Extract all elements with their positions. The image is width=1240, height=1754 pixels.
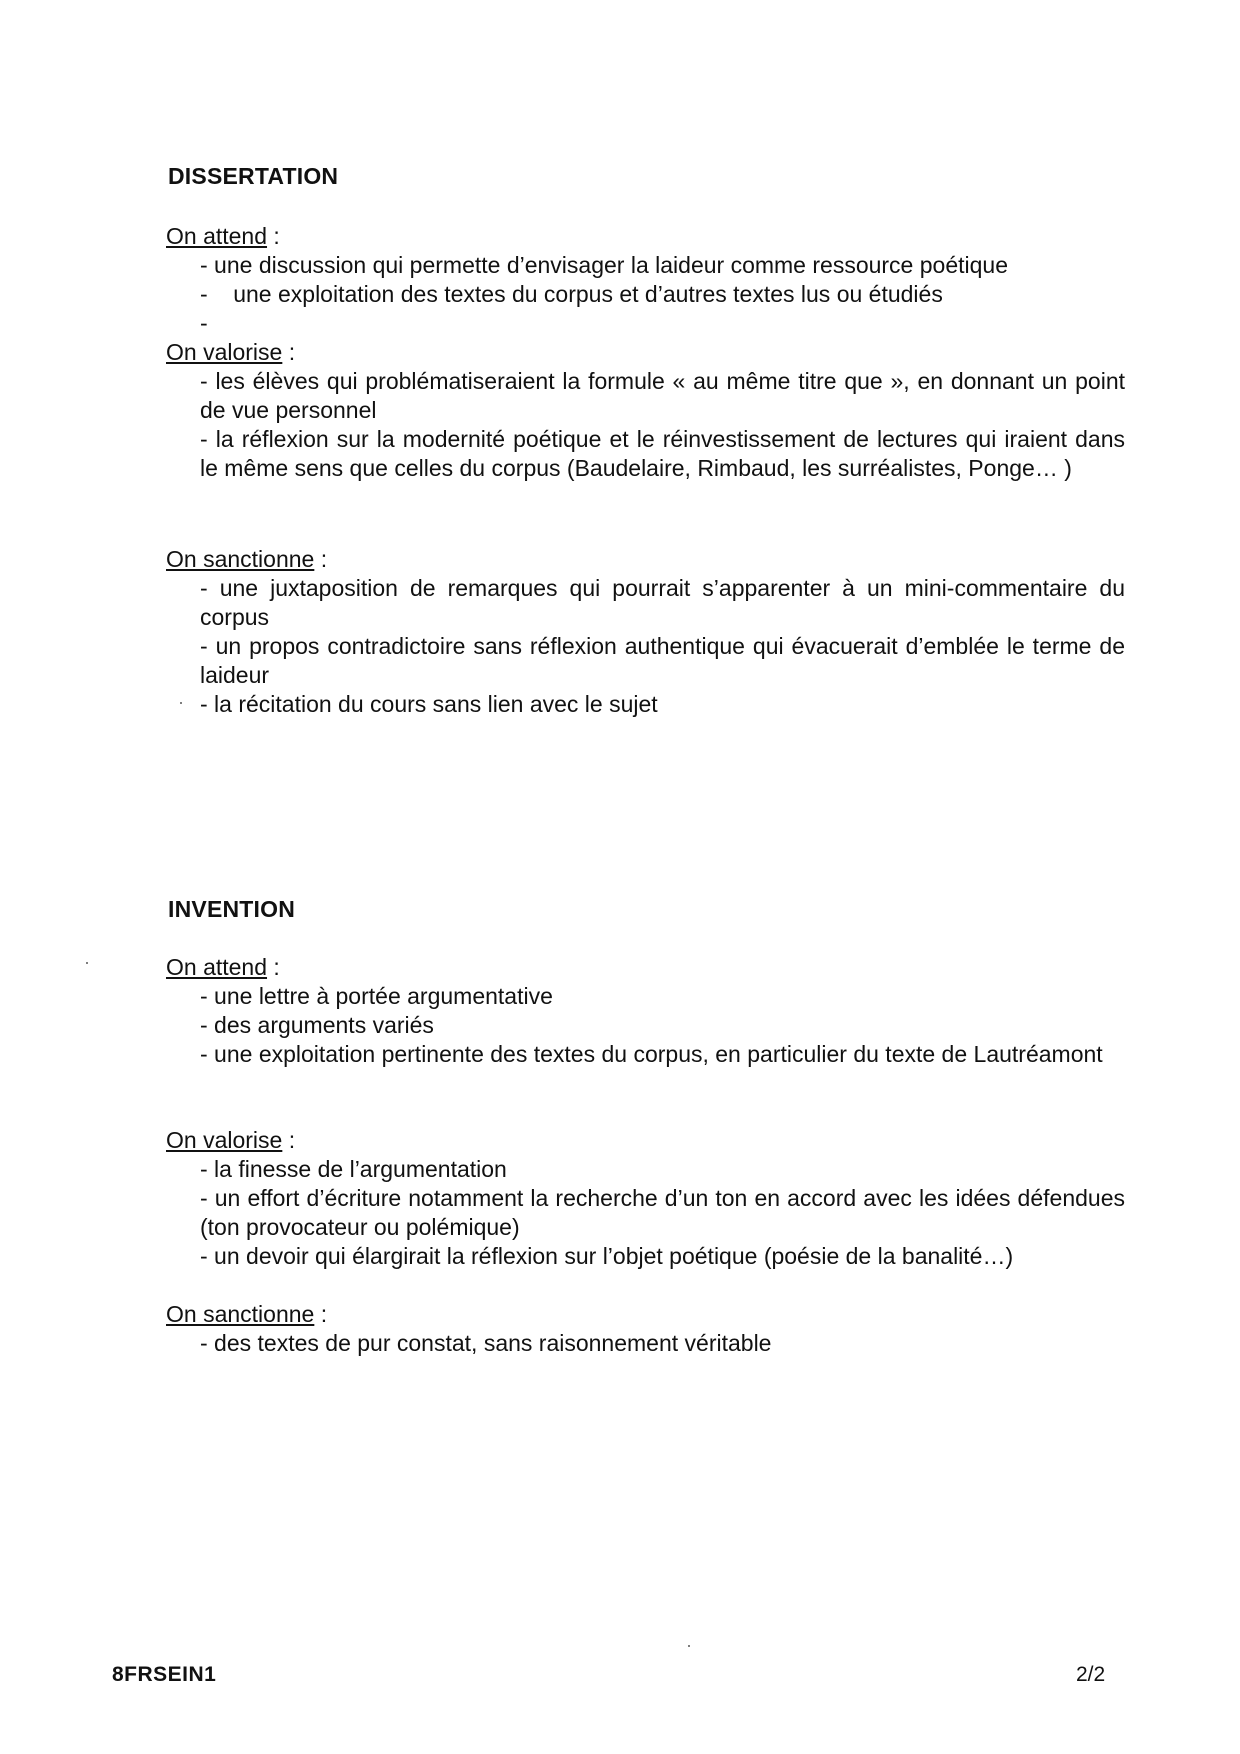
dissertation-attend-heading	[166, 222, 1126, 251]
dissertation-sanctionne-heading	[166, 545, 1126, 574]
invention-title: INVENTION	[168, 896, 296, 922]
dissertation-valorise-colon: :	[282, 339, 296, 365]
invention-valorise-list	[200, 1155, 1125, 1271]
list-item: - la réflexion sur la modernité poétique et le réinvestissement de lectures qui iraient dans le même sens que celles du corpus (Baudelaire, Rimbaud, les surréalistes, Ponge… )	[200, 426, 1125, 481]
list-item: -	[200, 310, 208, 336]
invention-sanctionne-colon: :	[314, 1301, 328, 1327]
dissertation-title: DISSERTATION	[168, 163, 339, 189]
list-item: - une exploitation pertinente des textes du corpus, en particulier du texte de Lautréamont	[200, 1041, 1103, 1067]
list-item: - les élèves qui problématiseraient la formule « au même titre que », en donnant un point de vue personnel	[200, 368, 1125, 423]
dissertation-attend-label: On attend	[166, 223, 268, 249]
list-item: - un devoir qui élargirait la réflexion sur l’objet poétique (poésie de la banalité…)	[200, 1243, 1014, 1269]
list-item: - une exploitation des textes du corpus et d’autres textes lus ou étudiés	[200, 281, 943, 307]
invention-sanctionne-heading	[166, 1300, 1126, 1329]
list-item: - la récitation du cours sans lien avec le sujet	[200, 691, 658, 717]
page-number: 2/2	[1076, 1663, 1106, 1686]
dissertation-attend-block	[166, 222, 1126, 338]
list-item: - une discussion qui permette d’envisager la laideur comme ressource poétique	[200, 252, 1008, 278]
dissertation-attend-colon: :	[267, 223, 280, 249]
invention-sanctionne-block	[166, 1300, 1126, 1358]
scan-speck	[688, 1645, 690, 1647]
dissertation-attend-list	[200, 251, 1125, 338]
dissertation-sanctionne-list	[200, 574, 1125, 719]
scan-speck	[180, 702, 182, 704]
list-item: - une juxtaposition de remarques qui pourrait s’apparenter à un mini-commentaire du corpus	[200, 575, 1125, 630]
list-item: - un propos contradictoire sans réflexion authentique qui évacuerait d’emblée le terme de laideur	[200, 633, 1125, 688]
invention-attend-heading	[166, 953, 1126, 982]
scan-speck	[86, 962, 88, 964]
list-item: - la finesse de l’argumentation	[200, 1156, 507, 1182]
dissertation-valorise-heading	[166, 338, 1126, 367]
invention-valorise-heading	[166, 1126, 1126, 1155]
invention-valorise-colon: :	[282, 1127, 296, 1153]
invention-valorise-block	[166, 1126, 1126, 1271]
dissertation-sanctionne-label: On sanctionne	[166, 546, 315, 572]
dissertation-valorise-label: On valorise	[166, 339, 283, 365]
invention-valorise-label: On valorise	[166, 1127, 283, 1153]
list-item: - une lettre à portée argumentative	[200, 983, 553, 1009]
invention-sanctionne-label: On sanctionne	[166, 1301, 315, 1327]
invention-attend-label: On attend	[166, 954, 268, 980]
list-item: - un effort d’écriture notamment la recherche d’un ton en accord avec les idées défendues (ton provocateur ou polémique)	[200, 1185, 1125, 1240]
dissertation-sanctionne-block	[166, 545, 1126, 719]
dissertation-valorise-block	[166, 338, 1126, 483]
dissertation-sanctionne-colon: :	[314, 546, 328, 572]
invention-sanctionne-list	[200, 1329, 1125, 1358]
list-item: - des textes de pur constat, sans raisonnement véritable	[200, 1330, 772, 1356]
invention-attend-block	[166, 953, 1126, 1069]
dissertation-valorise-list	[200, 367, 1125, 483]
document-code: 8FRSEIN1	[112, 1663, 217, 1686]
invention-attend-list	[200, 982, 1125, 1069]
list-item: - des arguments variés	[200, 1012, 434, 1038]
invention-attend-colon: :	[267, 954, 280, 980]
